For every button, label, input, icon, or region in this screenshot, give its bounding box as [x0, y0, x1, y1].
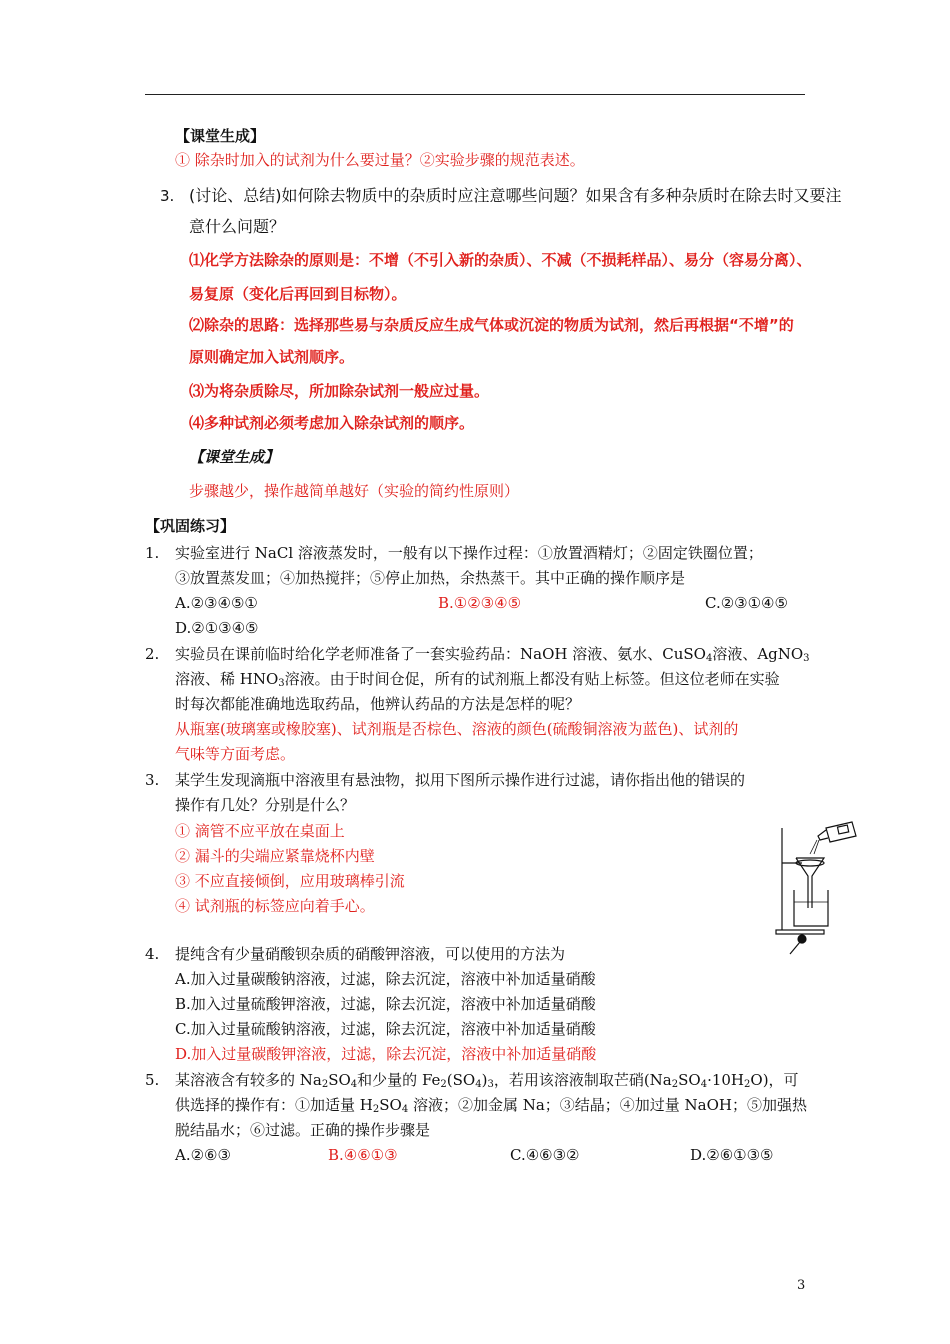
q5-number: 5.: [145, 1071, 160, 1089]
q2-answer-2: 气味等方面考虑。: [175, 745, 296, 763]
q2-answer-1: 从瓶塞(玻璃塞或橡胶塞)、试剂瓶是否棕色、溶液的颜色(硫酸铜溶液为蓝色)、试剂的: [175, 720, 739, 738]
q4-option-c: C.加入过量硫酸钠溶液，过滤，除去沉淀，溶液中补加适量硝酸: [175, 1020, 596, 1038]
stand-base: [776, 930, 824, 934]
section-header-2: 【课堂生成】: [189, 448, 280, 466]
dropper: [790, 942, 800, 954]
q4-line-1: 提纯含有少量硝酸钡杂质的硝酸钾溶液，可以使用的方法为: [175, 945, 566, 963]
q5-line-2: 供选择的操作有：①加适量 $H_2SO_4$ 溶液；②加金属 Na；③结晶；④加过量 NaOH；⑤加强热: [175, 1096, 808, 1115]
q1-line-1: 实验室进行 NaCl 溶液蒸发时，一般有以下操作过程：①放置酒精灯；②固定铁圈位置；: [175, 544, 763, 562]
practice-header: 【巩固练习】: [145, 517, 236, 535]
q1-number: 1.: [145, 544, 160, 562]
reagent-bottle: [826, 822, 856, 842]
principle-3: ⑶为将杂质除尽，所加除杂试剂一般应过量。: [189, 382, 490, 400]
q1-option-a: A.②③④⑤①: [175, 594, 258, 612]
q4-option-a: A.加入过量碳酸钠溶液，过滤，除去沉淀，溶液中补加适量硝酸: [175, 970, 596, 988]
beaker: [794, 890, 828, 926]
q2-line-3: 时每次都能准确地选取药品，他辨认药品的方法是怎样的呢？: [175, 695, 581, 713]
discussion-text-2: 意什么问题？: [189, 217, 286, 236]
q5-line-1: 某溶液含有较多的 $Na_2SO_4$和少量的 $Fe_2(SO_4)_3$，若用该溶液制取芒硝$(Na_2SO_4\cdot 10H_2O)$，可: [175, 1071, 799, 1090]
section-header-1: 【课堂生成】: [175, 127, 266, 145]
q3-line-2: 操作有几处？分别是什么？: [175, 796, 356, 814]
q5-option-a: A.②⑥③: [175, 1146, 231, 1164]
q3-answer-3: ③ 不应直接倾倒，应用玻璃棒引流: [175, 872, 405, 890]
q4-option-d: D.加入过量碳酸钾溶液，过滤，除去沉淀，溶液中补加适量硝酸: [175, 1045, 597, 1063]
q3-line-1: 某学生发现滴瓶中溶液里有悬浊物，拟用下图所示操作进行过滤，请你指出他的错误的: [175, 771, 746, 789]
q4-number: 4.: [145, 945, 160, 963]
discussion-text-1: (讨论、总结)如何除去物质中的杂质时应注意哪些问题？如果含有多种杂质时在除去时又要注: [189, 186, 842, 205]
q5-line-3: 脱结晶水；⑥过滤。正确的操作步骤是: [175, 1121, 431, 1139]
q5-option-d: D.②⑥①③⑤: [690, 1146, 774, 1164]
principle-2b: 原则确定加入试剂顺序。: [189, 348, 355, 366]
q1-line-2: ③放置蒸发皿；④加热搅拌；⑤停止加热，余热蒸干。其中正确的操作顺序是: [175, 569, 686, 587]
q3-answer-2: ② 漏斗的尖端应紧靠烧杯内壁: [175, 847, 375, 865]
q2-number: 2.: [145, 645, 160, 663]
q5-option-c: C.④⑥③②: [510, 1146, 580, 1164]
q3-number: 3.: [145, 771, 160, 789]
q1-option-d: D.②①③④⑤: [175, 619, 259, 637]
q2-line-1: 实验员在课前临时给化学老师准备了一套实验药品：NaOH 溶液、氨水、CuSO$_4$溶液、AgNO$_3$: [175, 645, 810, 664]
question-line: ① 除杂时加入的试剂为什么要过量？②实验步骤的规范表述。: [175, 151, 585, 169]
summary-line: 步骤越少，操作越简单越好（实验的简约性原则）: [189, 482, 520, 500]
page-number: 3: [797, 1278, 806, 1293]
q4-option-b: B.加入过量硫酸钾溶液，过滤，除去沉淀，溶液中补加适量硝酸: [175, 995, 596, 1013]
principle-1b: 易复原（变化后再回到目标物）。: [189, 285, 407, 303]
item-number: 3.: [160, 187, 175, 205]
q2-line-2: 溶液、稀 $HNO_3$溶液。由于时间仓促，所有的试剂瓶上都没有贴上标签。但这位老师在实验: [175, 670, 780, 689]
q5-option-b: B.④⑥①③: [328, 1146, 398, 1164]
principle-1a: ⑴化学方法除杂的原则是：不增（不引入新的杂质）、不减（不损耗样品）、易分（容易分离）、: [189, 251, 812, 269]
principle-4: ⑷多种试剂必须考虑加入除杂试剂的顺序。: [189, 414, 475, 432]
q3-answer-4: ④ 试剂瓶的标签应向着手心。: [175, 897, 375, 915]
q1-option-c: C.②③①④⑤: [705, 594, 788, 612]
q1-option-b: B.①②③④⑤: [438, 594, 522, 612]
q3-answer-1: ① 滴管不应平放在桌面上: [175, 822, 345, 840]
principle-2a: ⑵除杂的思路：选择那些易与杂质反应生成气体或沉淀的物质为试剂，然后再根据“不增”的: [189, 316, 794, 334]
filtration-apparatus-figure: [772, 818, 862, 958]
header-rule: [145, 94, 805, 95]
